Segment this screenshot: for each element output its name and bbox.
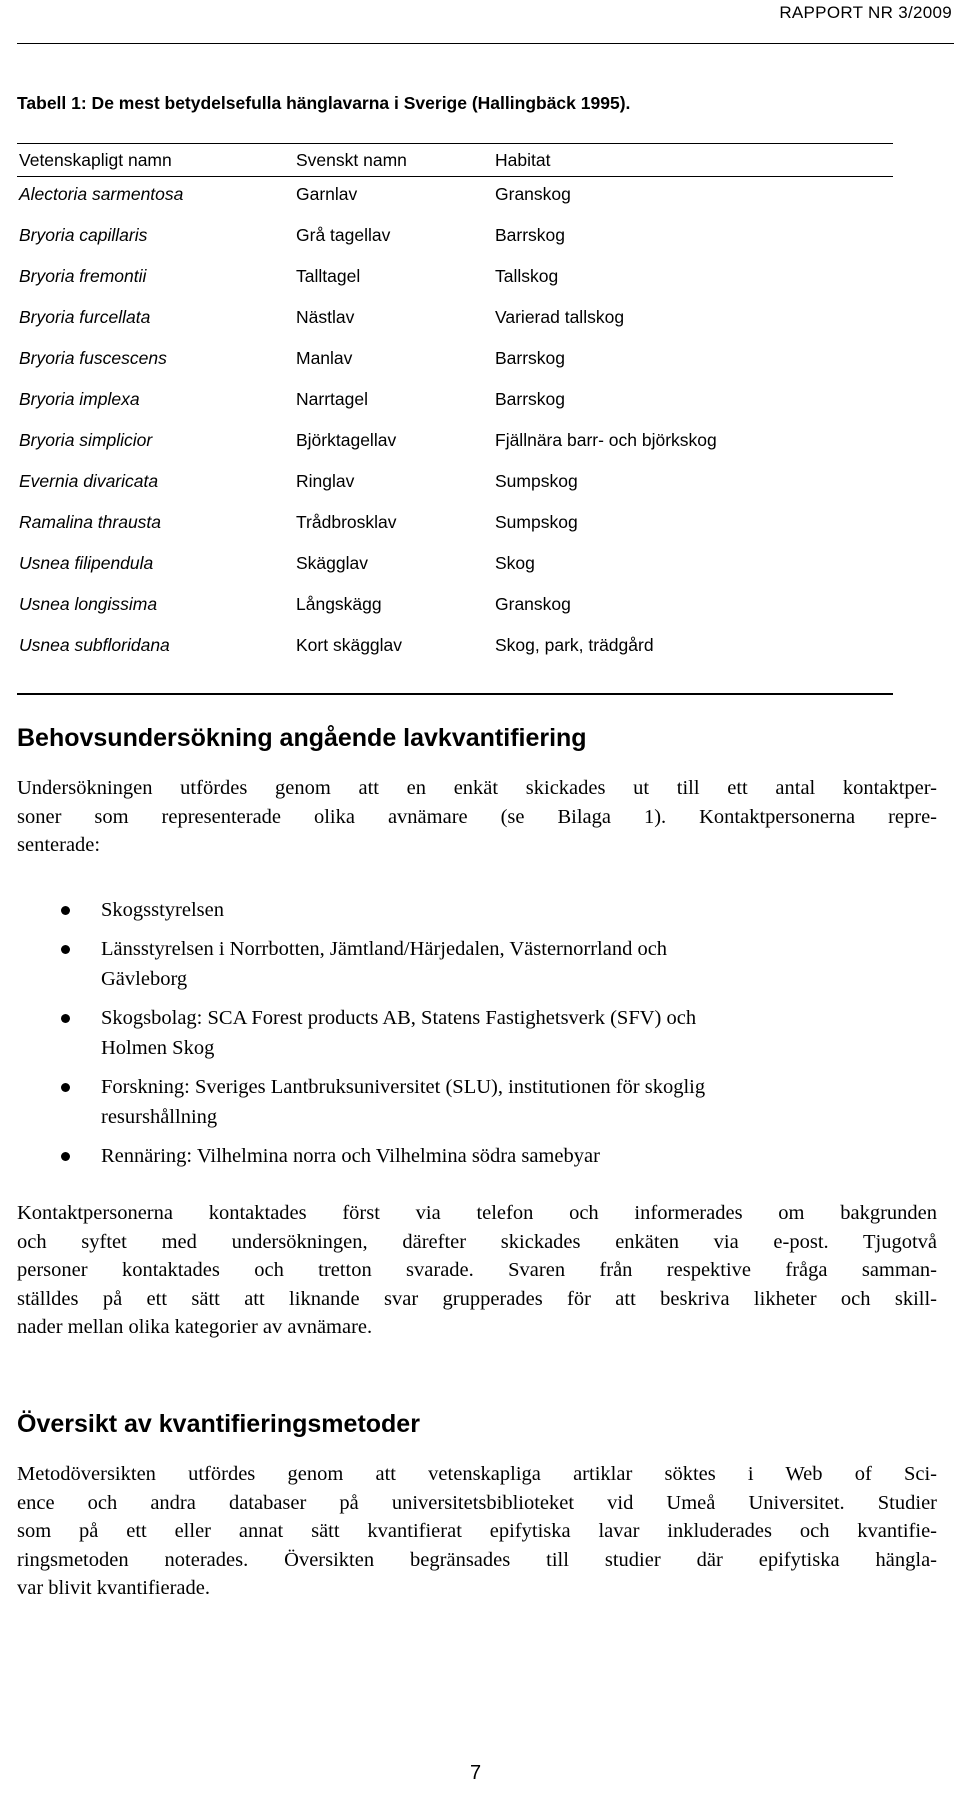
intro-paragraph	[17, 774, 937, 860]
paragraph-line: Metodöversikten utfördes genom att vetenskapliga artiklar söktes i Web of Sci-	[17, 1463, 937, 1485]
column-header-swedish-name: Svenskt namn	[296, 150, 407, 170]
table-row	[17, 464, 893, 505]
swedish-name-cell: Talltagel	[296, 266, 361, 286]
habitat-cell: Skog, park, trädgård	[495, 635, 654, 655]
habitat-cell: Varierad tallskog	[495, 307, 625, 327]
table-row	[17, 177, 893, 218]
bullet-dot-icon	[61, 906, 70, 915]
bullet-dot-icon	[61, 1014, 70, 1023]
list-item-line: Länsstyrelsen i Norrbotten, Jämtland/Härjedalen, Västernorrland och	[101, 938, 668, 960]
swedish-name-cell: Trådbrosklav	[296, 512, 397, 532]
swedish-name-cell: Långskägg	[296, 594, 382, 614]
column-header-habitat: Habitat	[495, 150, 551, 170]
paragraph-line: Undersökningen utfördes genom att en enkät skickades ut till ett antal kontaktper-	[17, 777, 937, 799]
paragraph-line: Kontaktpersonerna kontaktades först via telefon och informerades om bakgrunden	[17, 1202, 937, 1224]
scientific-name-cell: Bryoria capillaris	[19, 225, 148, 245]
habitat-cell: Skog	[495, 553, 535, 573]
habitat-cell: Granskog	[495, 184, 571, 204]
list-item	[17, 1003, 937, 1063]
list-item-line: Holmen Skog	[101, 1037, 215, 1059]
paragraph-line: ställdes på ett sätt att liknande svar grupperades för att beskriva likheter och skill-	[17, 1287, 937, 1310]
habitat-cell: Barrskog	[495, 225, 566, 245]
header-divider	[17, 43, 954, 44]
paragraph-line: personer kontaktades och tretton svarade. Svaren från respektive fråga samman-	[17, 1259, 937, 1282]
scientific-name-cell: Evernia divaricata	[19, 471, 159, 491]
list-item	[17, 934, 937, 994]
bullet-dot-icon	[61, 1152, 70, 1161]
contact-paragraph	[17, 1199, 937, 1342]
habitat-cell: Barrskog	[495, 389, 566, 409]
paragraph-line: ence och andra databaser på universitetsbiblioteket vid Umeå Universitet. Studier	[17, 1491, 937, 1514]
page-number: 7	[470, 1762, 482, 1784]
scientific-name-cell: Usnea subfloridana	[19, 635, 170, 655]
scientific-name-cell: Usnea longissima	[19, 594, 158, 614]
column-header-scientific-name: Vetenskapligt namn	[19, 150, 172, 170]
list-item-line: Skogsstyrelsen	[101, 899, 224, 921]
table-bottom-rule	[17, 693, 893, 695]
swedish-name-cell: Narrtagel	[296, 389, 368, 409]
scientific-name-cell: Bryoria fremontii	[19, 266, 147, 286]
habitat-cell: Granskog	[495, 594, 571, 614]
scientific-name-cell: Bryoria furcellata	[19, 307, 151, 327]
stakeholder-list	[17, 895, 937, 1180]
lichen-table	[17, 143, 893, 669]
report-header-label: RAPPORT NR 3/2009	[779, 3, 952, 22]
list-item-line: Gävleborg	[101, 968, 188, 990]
paragraph-line: var blivit kvantifierade.	[17, 1577, 210, 1600]
table-row	[17, 382, 893, 423]
table-row	[17, 341, 893, 382]
habitat-cell: Sumpskog	[495, 512, 578, 532]
list-item	[17, 1072, 937, 1132]
paragraph-line: och syftet med undersökningen, därefter skickades enkäten via e-post. Tjugotvå	[17, 1230, 937, 1253]
table-header-row	[17, 143, 893, 177]
method-paragraph	[17, 1460, 937, 1603]
scientific-name-cell: Ramalina thrausta	[19, 512, 162, 532]
scientific-name-cell: Bryoria simplicior	[19, 430, 153, 450]
paragraph-line: soner som representerade olika avnämare (se Bilaga 1). Kontaktpersonerna repre-	[17, 805, 937, 828]
swedish-name-cell: Björktagellav	[296, 430, 397, 450]
habitat-cell: Tallskog	[495, 266, 559, 286]
list-item-line: resurshållning	[101, 1106, 218, 1128]
swedish-name-cell: Manlav	[296, 348, 353, 368]
paragraph-line: som på ett eller annat sätt kvantifierat epifytiska lavar inkluderades och kvantifie-	[17, 1520, 937, 1543]
paragraph-line: ringsmetoden noterades. Översikten begränsades till studier där epifytiska hängla-	[17, 1548, 937, 1571]
scientific-name-cell: Bryoria implexa	[19, 389, 140, 409]
swedish-name-cell: Ringlav	[296, 471, 355, 491]
swedish-name-cell: Kort skägglav	[296, 635, 403, 655]
list-item	[17, 1141, 937, 1171]
swedish-name-cell: Garnlav	[296, 184, 358, 204]
habitat-cell: Fjällnära barr- och björkskog	[495, 430, 717, 450]
swedish-name-cell: Nästlav	[296, 307, 355, 327]
list-item-line: Forskning: Sveriges Lantbruksuniversitet (SLU), institutionen för skoglig	[101, 1076, 706, 1098]
habitat-cell: Barrskog	[495, 348, 566, 368]
list-item-line: Skogsbolag: SCA Forest products AB, Statens Fastighetsverk (SFV) och	[101, 1007, 697, 1029]
bullet-dot-icon	[61, 945, 70, 954]
bullet-dot-icon	[61, 1083, 70, 1092]
table-row	[17, 628, 893, 669]
table-row	[17, 300, 893, 341]
table-caption: Tabell 1: De mest betydelsefulla hänglavarna i Sverige (Hallingbäck 1995).	[17, 93, 631, 113]
paragraph-line: nader mellan olika kategorier av avnämare.	[17, 1316, 373, 1339]
scientific-name-cell: Alectoria sarmentosa	[19, 184, 184, 204]
paragraph-line: senterade:	[17, 834, 101, 857]
table-row	[17, 259, 893, 300]
table-row	[17, 505, 893, 546]
table-row	[17, 587, 893, 628]
scientific-name-cell: Bryoria fuscescens	[19, 348, 167, 368]
swedish-name-cell: Grå tagellav	[296, 225, 391, 245]
table-row	[17, 423, 893, 464]
section-heading-needs-survey: Behovsundersökning angående lavkvantifiering	[17, 724, 587, 752]
list-item	[17, 895, 937, 925]
list-item-line: Rennäring: Vilhelmina norra och Vilhelmina södra samebyar	[101, 1145, 600, 1167]
section-heading-method-overview: Översikt av kvantifieringsmetoder	[17, 1410, 420, 1438]
table-row	[17, 218, 893, 259]
habitat-cell: Sumpskog	[495, 471, 578, 491]
table-row	[17, 546, 893, 587]
scientific-name-cell: Usnea filipendula	[19, 553, 154, 573]
swedish-name-cell: Skägglav	[296, 553, 368, 573]
